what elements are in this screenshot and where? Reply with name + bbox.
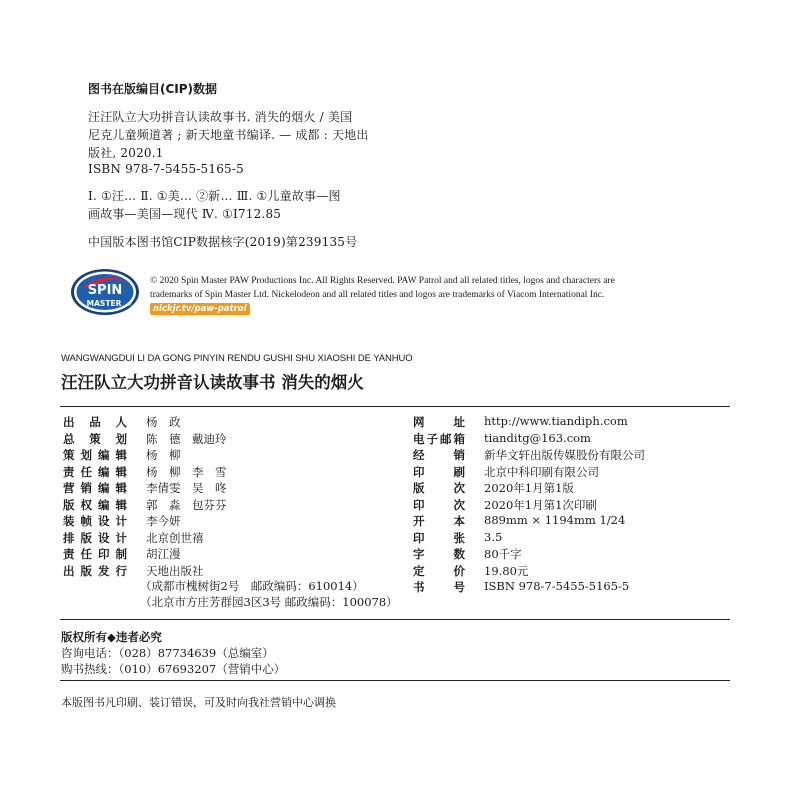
credit-label: 印刷 — [413, 464, 465, 479]
logo-trademark: ® — [127, 302, 132, 308]
credit-label: 电子邮箱 — [413, 431, 465, 446]
cip-line: 尼克儿童频道著 ; 新天地童书编译. — 成都 : 天地出 — [88, 128, 369, 142]
cip-line: 画故事—美国—现代 Ⅳ. ①I712.85 — [88, 207, 282, 221]
pinyin-title: WANGWANGDUI LI DA GONG PINYIN RENDU GUSHI SHU XIAOSHI DE YANHUO — [61, 353, 413, 364]
rights-reserved: 版权所有◆违者必究 — [61, 630, 162, 644]
credit-label: 网址 — [413, 415, 465, 429]
cip-line: ISBN 978-7-5455-5165-5 — [88, 162, 244, 176]
divider — [60, 619, 730, 620]
credit-value: 80千字 — [484, 547, 522, 561]
credit-value: 天地出版社 — [146, 563, 204, 578]
credit-label: 排版设计 — [63, 530, 127, 545]
cip-line: 中国版本图书馆CIP数据核字(2019)第239135号 — [88, 235, 358, 249]
credit-label: 出版发行 — [63, 563, 127, 578]
credit-value: 19.80元 — [484, 563, 529, 578]
credit-value: 李今妍 — [146, 514, 181, 528]
credit-label: 总策划 — [63, 431, 127, 446]
credit-value: 杨 柳 李 雪 — [146, 464, 227, 479]
credit-label: 版权编辑 — [63, 497, 127, 512]
credit-label: 责任编辑 — [63, 464, 127, 479]
cip-heading: 图书在版编目(CIP)数据 — [88, 82, 218, 96]
credit-value: ISBN 978-7-5455-5165-5 — [484, 579, 630, 593]
credit-value: 郭 淼 包芬芬 — [146, 497, 227, 512]
cip-line: 版社, 2020.1 — [88, 146, 164, 160]
credit-value: 2020年1月第1次印刷 — [484, 497, 597, 512]
credit-value: 杨 政 — [146, 415, 181, 429]
credit-label: 策划编辑 — [63, 448, 127, 462]
address-chengdu: （成都市槐树街2号 邮政编码：610014） — [140, 579, 364, 593]
cip-line: 汪汪队立大功拼音认读故事书. 消失的烟火 / 美国 — [88, 110, 353, 124]
credit-label: 出品人 — [63, 415, 127, 429]
cip-line: Ⅰ. ①汪… Ⅱ. ①美… ②新… Ⅲ. ①儿童故事—图 — [88, 189, 341, 203]
credit-value: 889mm × 1194mm 1/24 — [484, 513, 626, 527]
credit-label: 装帧设计 — [63, 514, 127, 528]
credit-value: 新华文轩出版传媒股份有限公司 — [484, 448, 645, 462]
address-beijing: （北京市方庄芳群园3区3号 邮政编码：100078） — [140, 595, 398, 609]
credit-value: 陈 德 戴迪玲 — [146, 431, 227, 446]
credit-label: 责任印制 — [63, 547, 127, 561]
nickjr-url-badge: nickjr.tv/paw-patrol — [150, 303, 250, 315]
logo-master-text: MASTER — [86, 299, 122, 308]
credit-label: 定价 — [413, 563, 465, 578]
copyright-line: © 2020 Spin Master PAW Productions Inc. All Rights Reserved. PAW Patrol and all related titles, logos and characters are — [150, 276, 615, 286]
misprint-notice: 本版图书凡印刷、装订错误，可及时向我社营销中心调换 — [61, 696, 336, 709]
copyright-line: trademarks of Spin Master Ltd. Nickelodeon and all related titles and logos are trademarks of Viacom International Inc. — [150, 290, 605, 300]
credit-label: 开本 — [413, 514, 465, 528]
credit-value: 胡江漫 — [146, 547, 181, 561]
credit-value: 北京创世禧 — [146, 530, 204, 545]
credit-label: 字数 — [413, 547, 465, 561]
credit-value: 李倩雯 吴 咚 — [146, 481, 227, 495]
book-title: 汪汪队立大功拼音认读故事书 消失的烟火 — [61, 373, 364, 392]
credit-label: 版次 — [413, 481, 465, 495]
credit-value: 杨 柳 — [146, 448, 181, 462]
credit-value: 北京中科印刷有限公司 — [484, 464, 599, 479]
credit-value: http://www.tiandiph.com — [484, 414, 628, 428]
credit-label: 印张 — [413, 530, 465, 545]
spin-master-logo — [70, 268, 140, 316]
divider — [60, 680, 730, 681]
credit-value: 2020年1月第1版 — [484, 481, 574, 495]
divider — [60, 406, 730, 407]
credit-label: 书号 — [413, 580, 465, 594]
credit-value: tianditg@163.com — [484, 430, 591, 445]
editorial-phone: 咨询电话：（028）87734639（总编室） — [61, 646, 274, 660]
credit-label: 经销 — [413, 448, 465, 462]
credit-label: 印次 — [413, 497, 465, 512]
logo-spin-text: SPIN — [87, 283, 123, 298]
credit-label: 营销编辑 — [63, 481, 127, 495]
credit-value: 3.5 — [484, 529, 503, 544]
sales-phone: 购书热线：（010）67693207（营销中心） — [61, 662, 286, 676]
